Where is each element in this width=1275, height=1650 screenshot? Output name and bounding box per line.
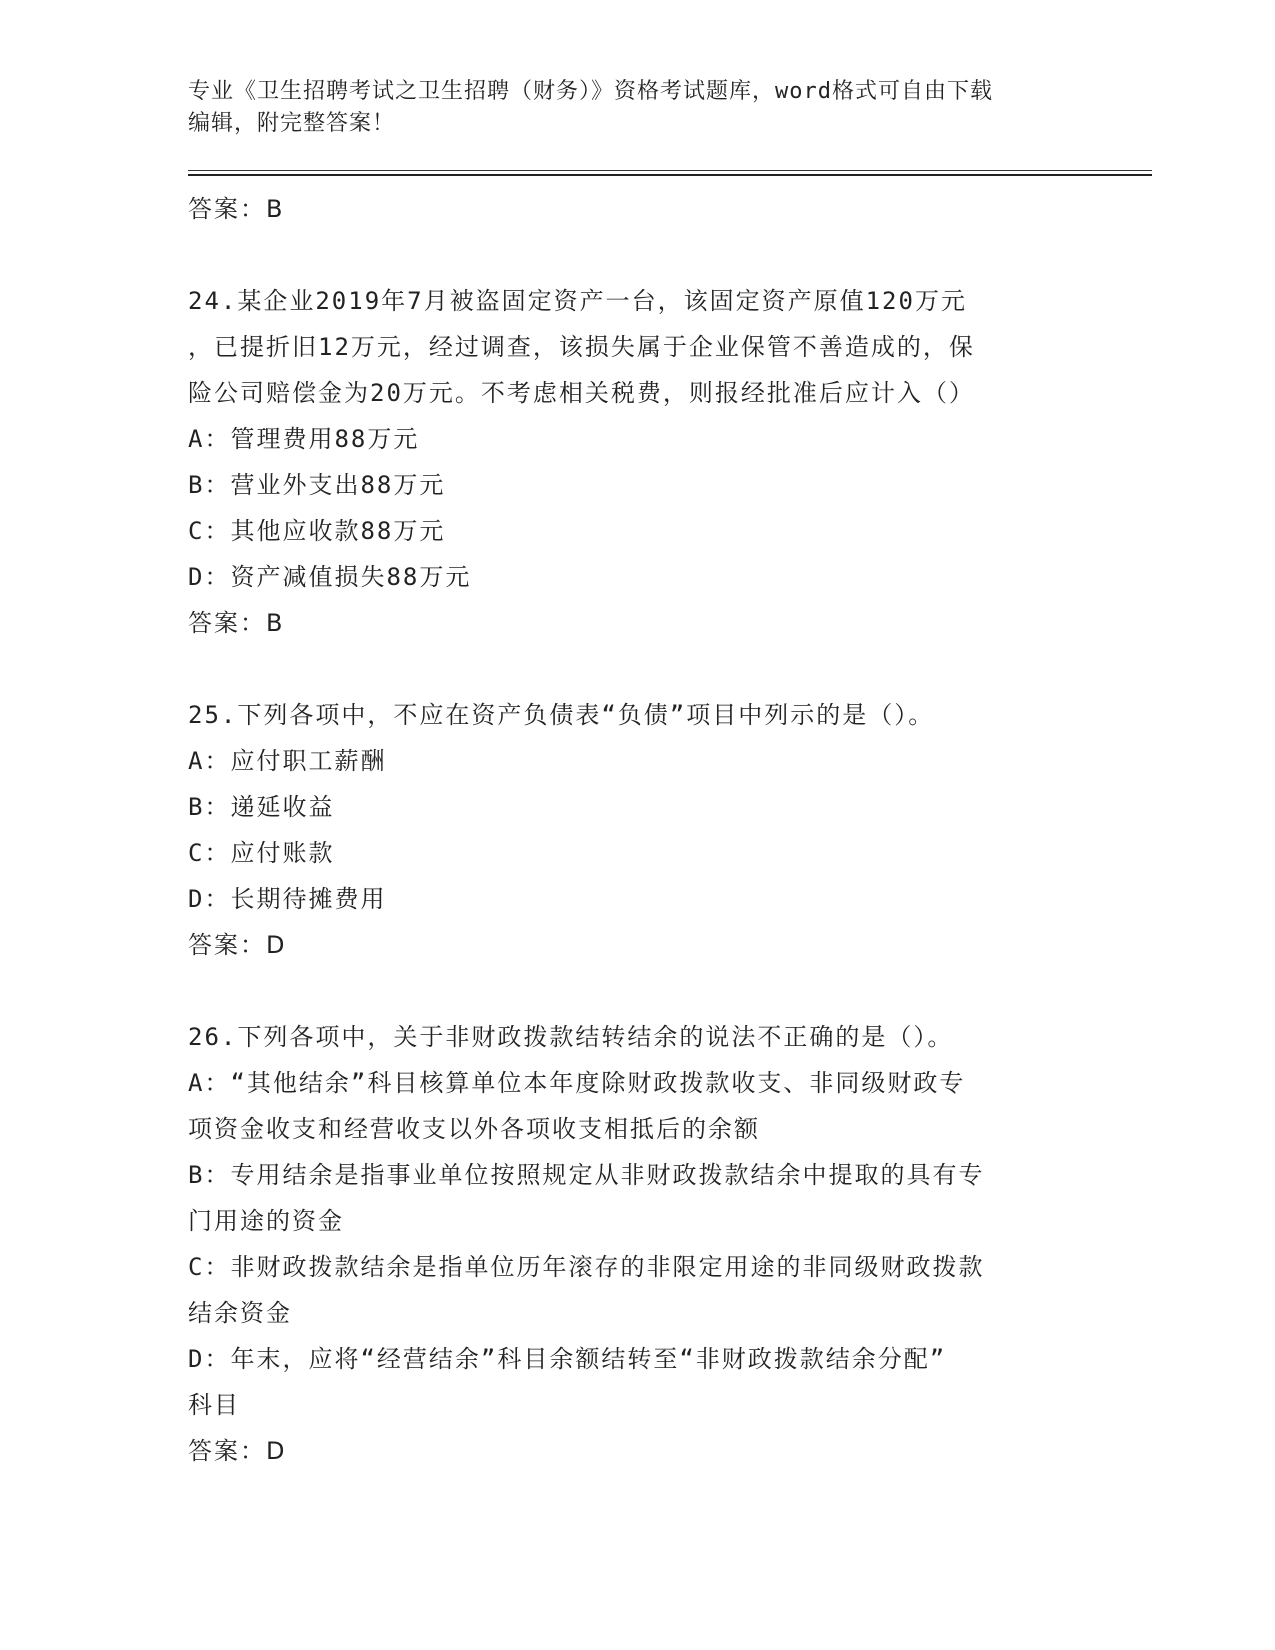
q26-option-b-line-1: B：专用结余是指事业单位按照规定从非财政拨款结余中提取的具有专 (188, 1161, 985, 1189)
document-header (188, 76, 1088, 140)
answer-q23: 答案：B (188, 195, 285, 223)
q25-option-b: B：递延收益 (188, 793, 335, 821)
q26-option-d-line-1: D：年末，应将“经营结余”科目余额结转至“非财政拨款结余分配” (188, 1345, 947, 1373)
spacer (188, 968, 1088, 1014)
q25-stem: 25.下列各项中，不应在资产负债表“负债”项目中列示的是（）。 (188, 701, 935, 729)
question-25 (188, 692, 1088, 968)
q24-option-c: C：其他应收款88万元 (188, 517, 446, 545)
q26-option-c-line-2: 结余资金 (188, 1299, 292, 1327)
question-26 (188, 1014, 1088, 1474)
spacer (188, 646, 1088, 692)
answer-q26: 答案：D (188, 1437, 287, 1465)
q26-option-d-line-2: 科目 (188, 1391, 240, 1419)
header-rule-thick (188, 174, 1152, 176)
q24-option-b: B：营业外支出88万元 (188, 471, 446, 499)
q25-option-d: D：长期待摊费用 (188, 885, 387, 913)
q26-stem: 26.下列各项中，关于非财政拨款结转结余的说法不正确的是（）。 (188, 1023, 954, 1051)
answer-q24: 答案：B (188, 609, 285, 637)
question-24 (188, 278, 1088, 646)
header-line-2: 编辑，附完整答案！ (188, 111, 396, 136)
q24-option-a: A：管理费用88万元 (188, 425, 420, 453)
q26-option-a-line-1: A：“其他结余”科目核算单位本年度除财政拨款收支、非同级财政专 (188, 1069, 966, 1097)
spacer (188, 232, 1088, 278)
q26-option-c-line-1: C：非财政拨款结余是指单位历年滚存的非限定用途的非同级财政拨款 (188, 1253, 985, 1281)
header-line-1: 专业《卫生招聘考试之卫生招聘（财务）》资格考试题库，word格式可自由下载 (188, 79, 993, 104)
q24-option-d: D：资产减值损失88万元 (188, 563, 472, 591)
q25-option-a: A：应付职工薪酬 (188, 747, 387, 775)
answer-q25: 答案：D (188, 931, 287, 959)
q26-option-b-line-2: 门用途的资金 (188, 1207, 344, 1235)
q24-stem-line-1: 24.某企业2019年7月被盗固定资产一台，该固定资产原值120万元 (188, 287, 967, 315)
question-list (188, 186, 1088, 1474)
q24-stem-line-2: ，已提折旧12万元，经过调查，该损失属于企业保管不善造成的，保 (188, 333, 975, 361)
q26-option-a-line-2: 项资金收支和经营收支以外各项收支相抵后的余额 (188, 1115, 760, 1143)
q24-stem-line-3: 险公司赔偿金为20万元。不考虑相关税费，则报经批准后应计入（） (188, 379, 975, 407)
header-rule-thin (188, 170, 1152, 171)
q25-option-c: C：应付账款 (188, 839, 335, 867)
